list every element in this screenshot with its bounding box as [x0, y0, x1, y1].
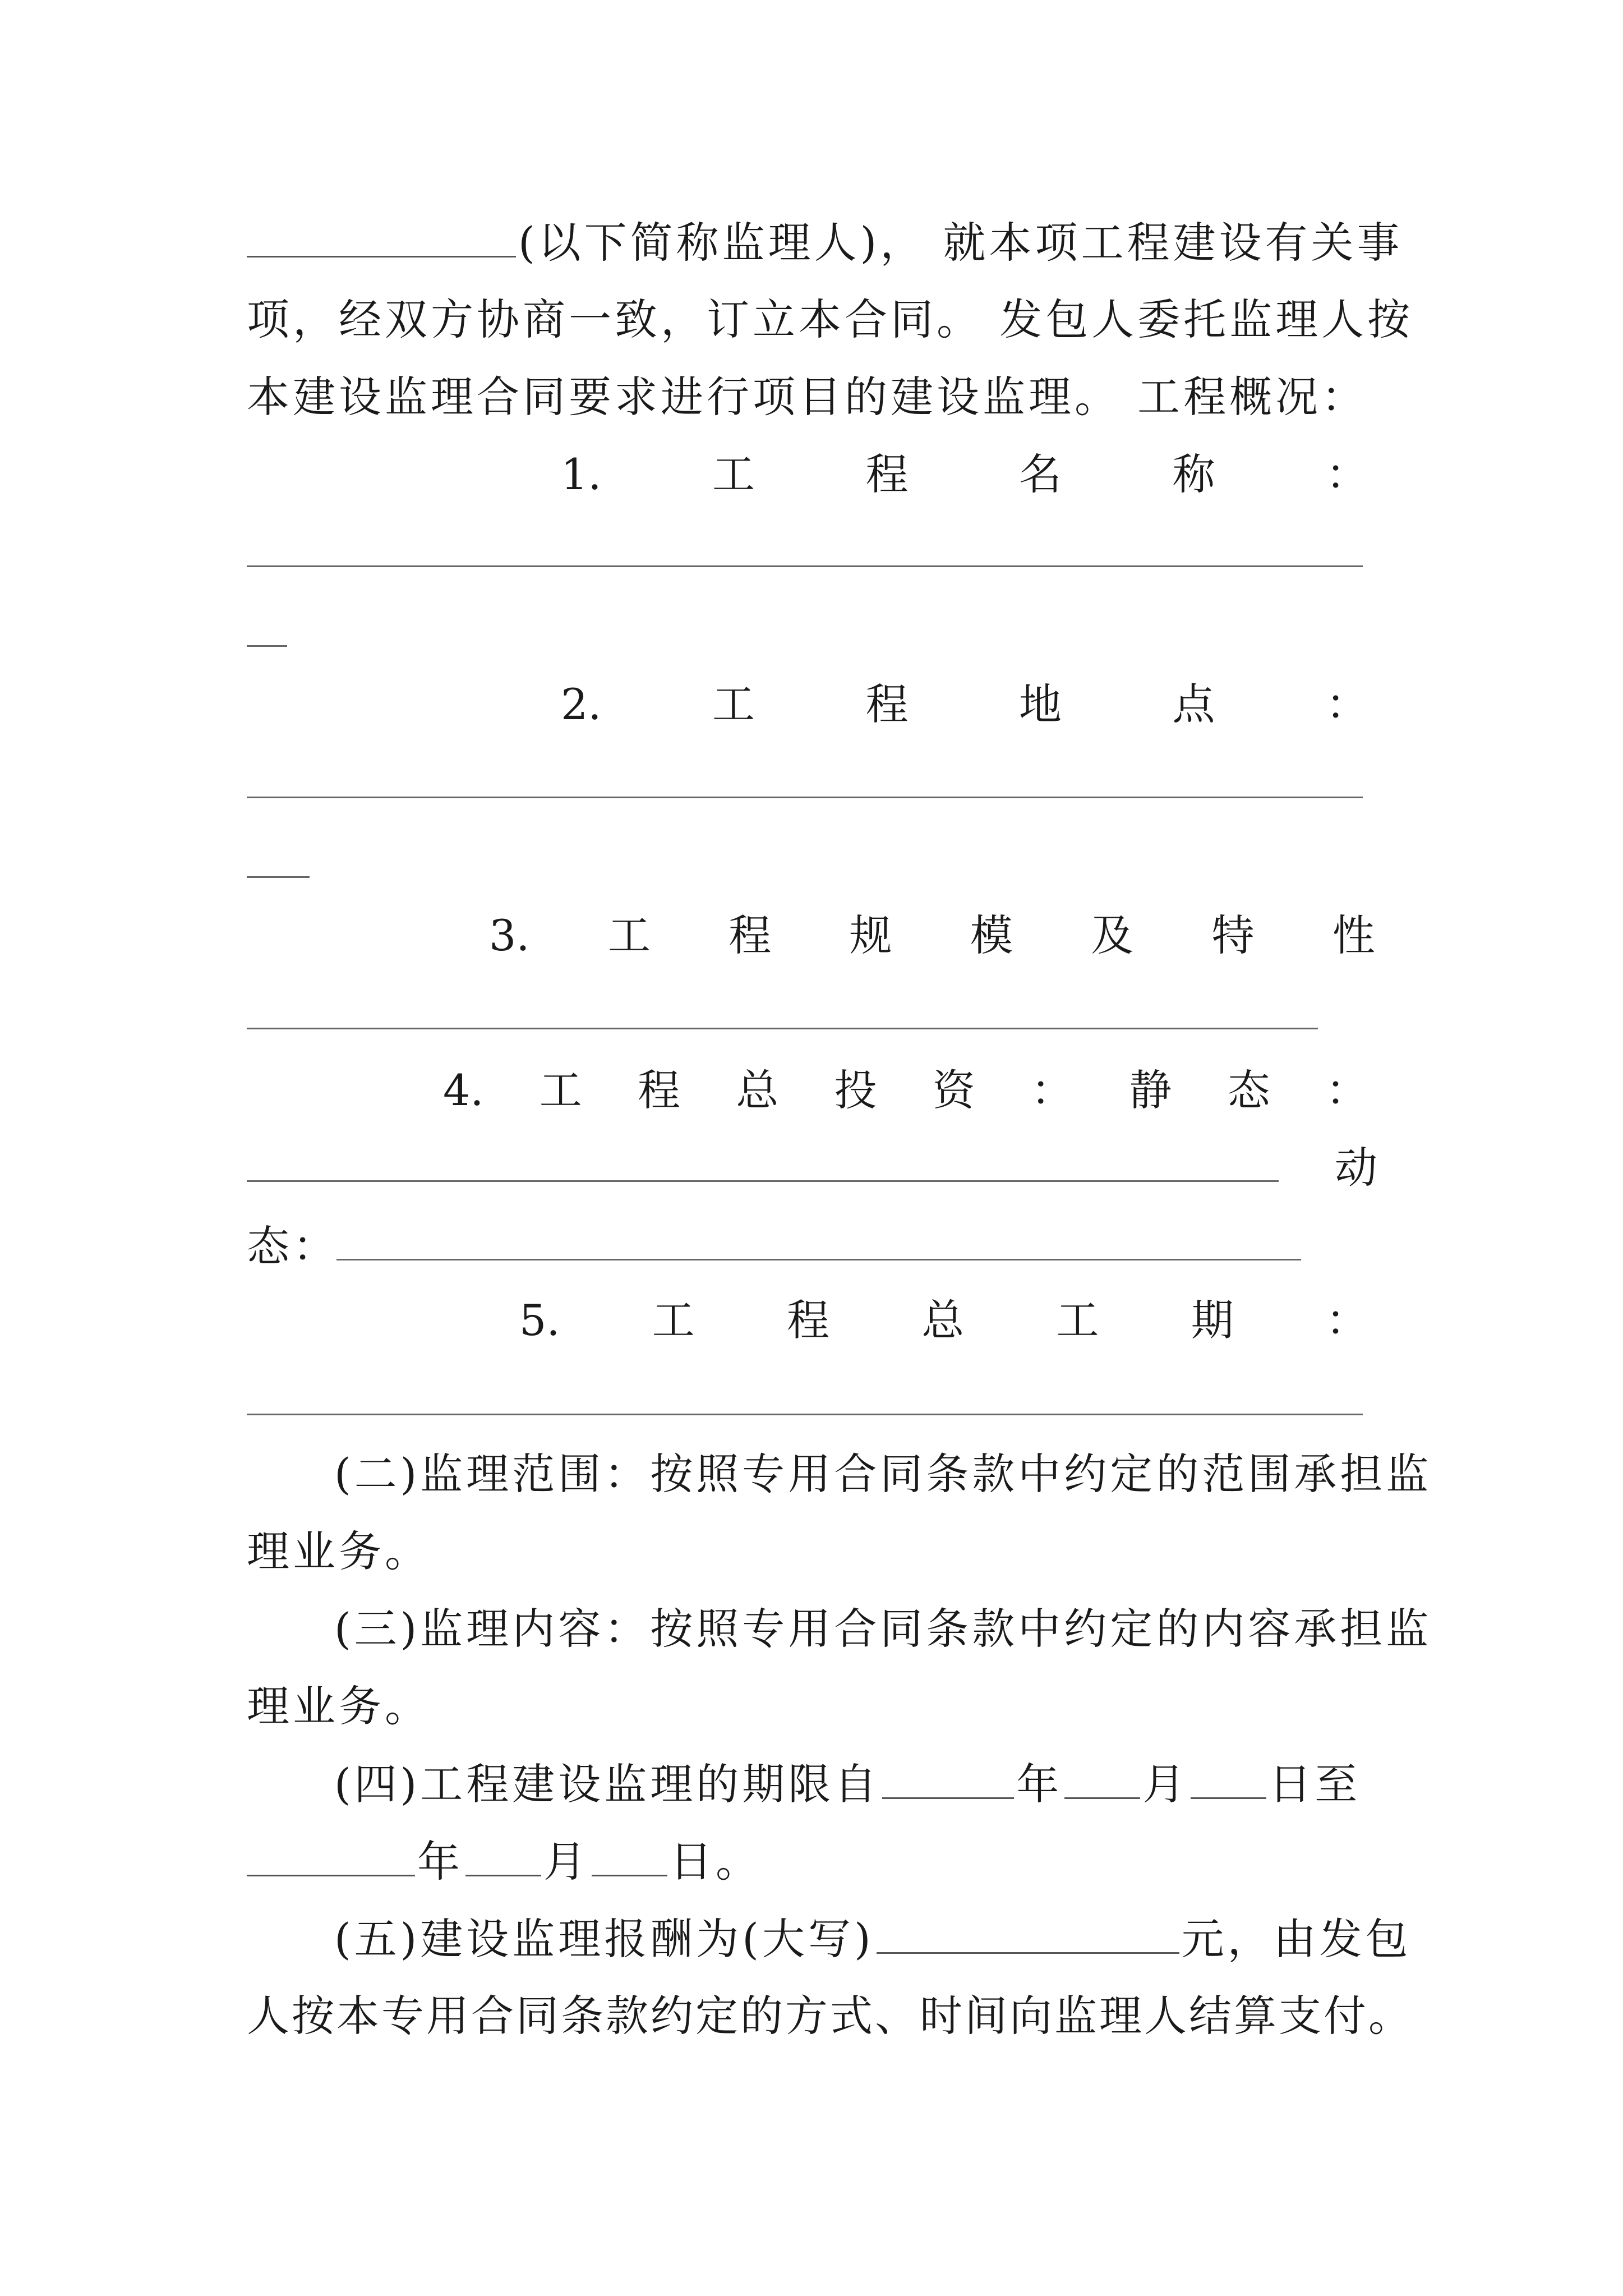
intro-line-2: 项，经双方协商一致，订立本合同。 发包人委托监理人按: [247, 295, 1414, 344]
overview-item-3: [489, 910, 1375, 960]
fee-line-1: [334, 1914, 1412, 1964]
item-5-blank-line: [247, 1414, 1363, 1415]
item-4-dynamic-label-1: 动: [1335, 1143, 1381, 1193]
item-3-char-7: 性: [1332, 910, 1375, 960]
content-line-2: 理业务。: [247, 1681, 431, 1731]
item-1-blank-line-end: [247, 645, 287, 647]
start-month-blank: [1064, 1763, 1140, 1799]
item-4-char-4: 投: [834, 1065, 877, 1115]
item-5-number: 5.: [519, 1295, 560, 1345]
item-5-colon: ：: [1325, 1295, 1368, 1345]
overview-item-1: [561, 449, 1368, 499]
item-4-char-2: 程: [638, 1065, 681, 1115]
item-4-char-5: 资: [932, 1065, 975, 1115]
fee-line-2: 人按本专用合同条款约定的方式、时间向监理人结算支付。: [247, 1991, 1413, 2041]
item-2-char-3: 地: [1018, 679, 1062, 729]
item-5-char-2: 程: [786, 1295, 829, 1345]
period-prefix: (四)工程建设监理的期限自: [334, 1759, 880, 1809]
item-1-blank-line: [247, 565, 1363, 567]
item-4-static-2: 态: [1227, 1065, 1270, 1115]
content-line-1: (三)监理内容：按照专用合同条款中约定的内容承担监: [334, 1604, 1432, 1654]
overview-item-2: [561, 679, 1368, 729]
item-1-char-1: 工: [712, 449, 755, 499]
item-1-char-3: 名: [1018, 449, 1062, 499]
item-5-char-4: 工: [1056, 1295, 1099, 1345]
scope-line-2: 理业务。: [247, 1526, 431, 1576]
start-year-blank: [882, 1763, 1014, 1799]
item-4-dynamic-blank-line: [336, 1259, 1301, 1260]
period-end-month-label: 月: [543, 1837, 589, 1887]
item-1-char-2: 程: [865, 449, 909, 499]
item-5-char-1: 工: [652, 1295, 695, 1345]
end-year-blank: [247, 1840, 415, 1876]
fee-prefix: (五)建设监理报酬为(大写): [334, 1914, 874, 1964]
item-1-char-4: 称: [1172, 449, 1215, 499]
start-day-blank: [1191, 1763, 1266, 1799]
item-2-char-1: 工: [712, 679, 755, 729]
item-3-char-4: 模: [970, 910, 1013, 960]
overview-item-5: [519, 1295, 1368, 1345]
item-3-char-3: 规: [849, 910, 892, 960]
item-4-static-1: 静: [1129, 1065, 1172, 1115]
period-line-1: [334, 1759, 1361, 1809]
intro-line-3: 本建设监理合同要求进行项目的建设监理。 工程概况：: [247, 372, 1368, 422]
item-1-number: 1.: [561, 449, 602, 499]
item-2-colon: ：: [1325, 679, 1368, 729]
item-3-char-1: 工: [607, 910, 651, 960]
item-3-blank-line: [247, 1028, 1318, 1029]
period-day-to-label: 日至: [1269, 1759, 1361, 1809]
item-3-number: 3.: [489, 910, 530, 960]
item-4-number: 4.: [443, 1065, 484, 1115]
end-day-blank: [592, 1840, 667, 1876]
item-5-char-3: 总: [921, 1295, 965, 1345]
period-line-2: [247, 1837, 762, 1887]
fee-amount-blank: [877, 1917, 1179, 1954]
fee-suffix: 元，由发包: [1181, 1914, 1412, 1964]
item-2-blank-line-end: [247, 876, 310, 878]
item-3-char-2: 程: [728, 910, 772, 960]
period-end-year-label: 年: [417, 1837, 463, 1887]
item-4-static-blank-line: [247, 1180, 1279, 1182]
item-1-colon: ：: [1325, 449, 1368, 499]
scope-line-1: (二)监理范围：按照专用合同条款中约定的范围承担监: [334, 1449, 1432, 1499]
period-year-label: 年: [1016, 1759, 1063, 1809]
item-4-colon-2: ：: [1325, 1065, 1368, 1115]
item-4-colon-1: ：: [1031, 1065, 1074, 1115]
overview-item-4: [443, 1065, 1368, 1115]
period-end-day-label: 日。: [670, 1837, 762, 1887]
intro-line-1: [247, 218, 1403, 268]
item-4-char-1: 工: [539, 1065, 582, 1115]
item-5-char-5: 期: [1191, 1295, 1234, 1345]
supervisor-name-blank: [247, 221, 516, 257]
end-month-blank: [465, 1840, 541, 1876]
item-4-char-3: 总: [736, 1065, 779, 1115]
item-3-char-5: 及: [1091, 910, 1134, 960]
item-3-char-6: 特: [1211, 910, 1255, 960]
item-2-char-4: 点: [1172, 679, 1215, 729]
item-2-char-2: 程: [865, 679, 909, 729]
item-4-dynamic-label-2: 态：: [247, 1221, 339, 1271]
period-month-label: 月: [1142, 1759, 1189, 1809]
item-2-blank-line: [247, 797, 1363, 798]
item-2-number: 2.: [561, 679, 602, 729]
intro-line-1-text: (以下简称监理人)， 就本项工程建设有关事: [518, 218, 1403, 268]
